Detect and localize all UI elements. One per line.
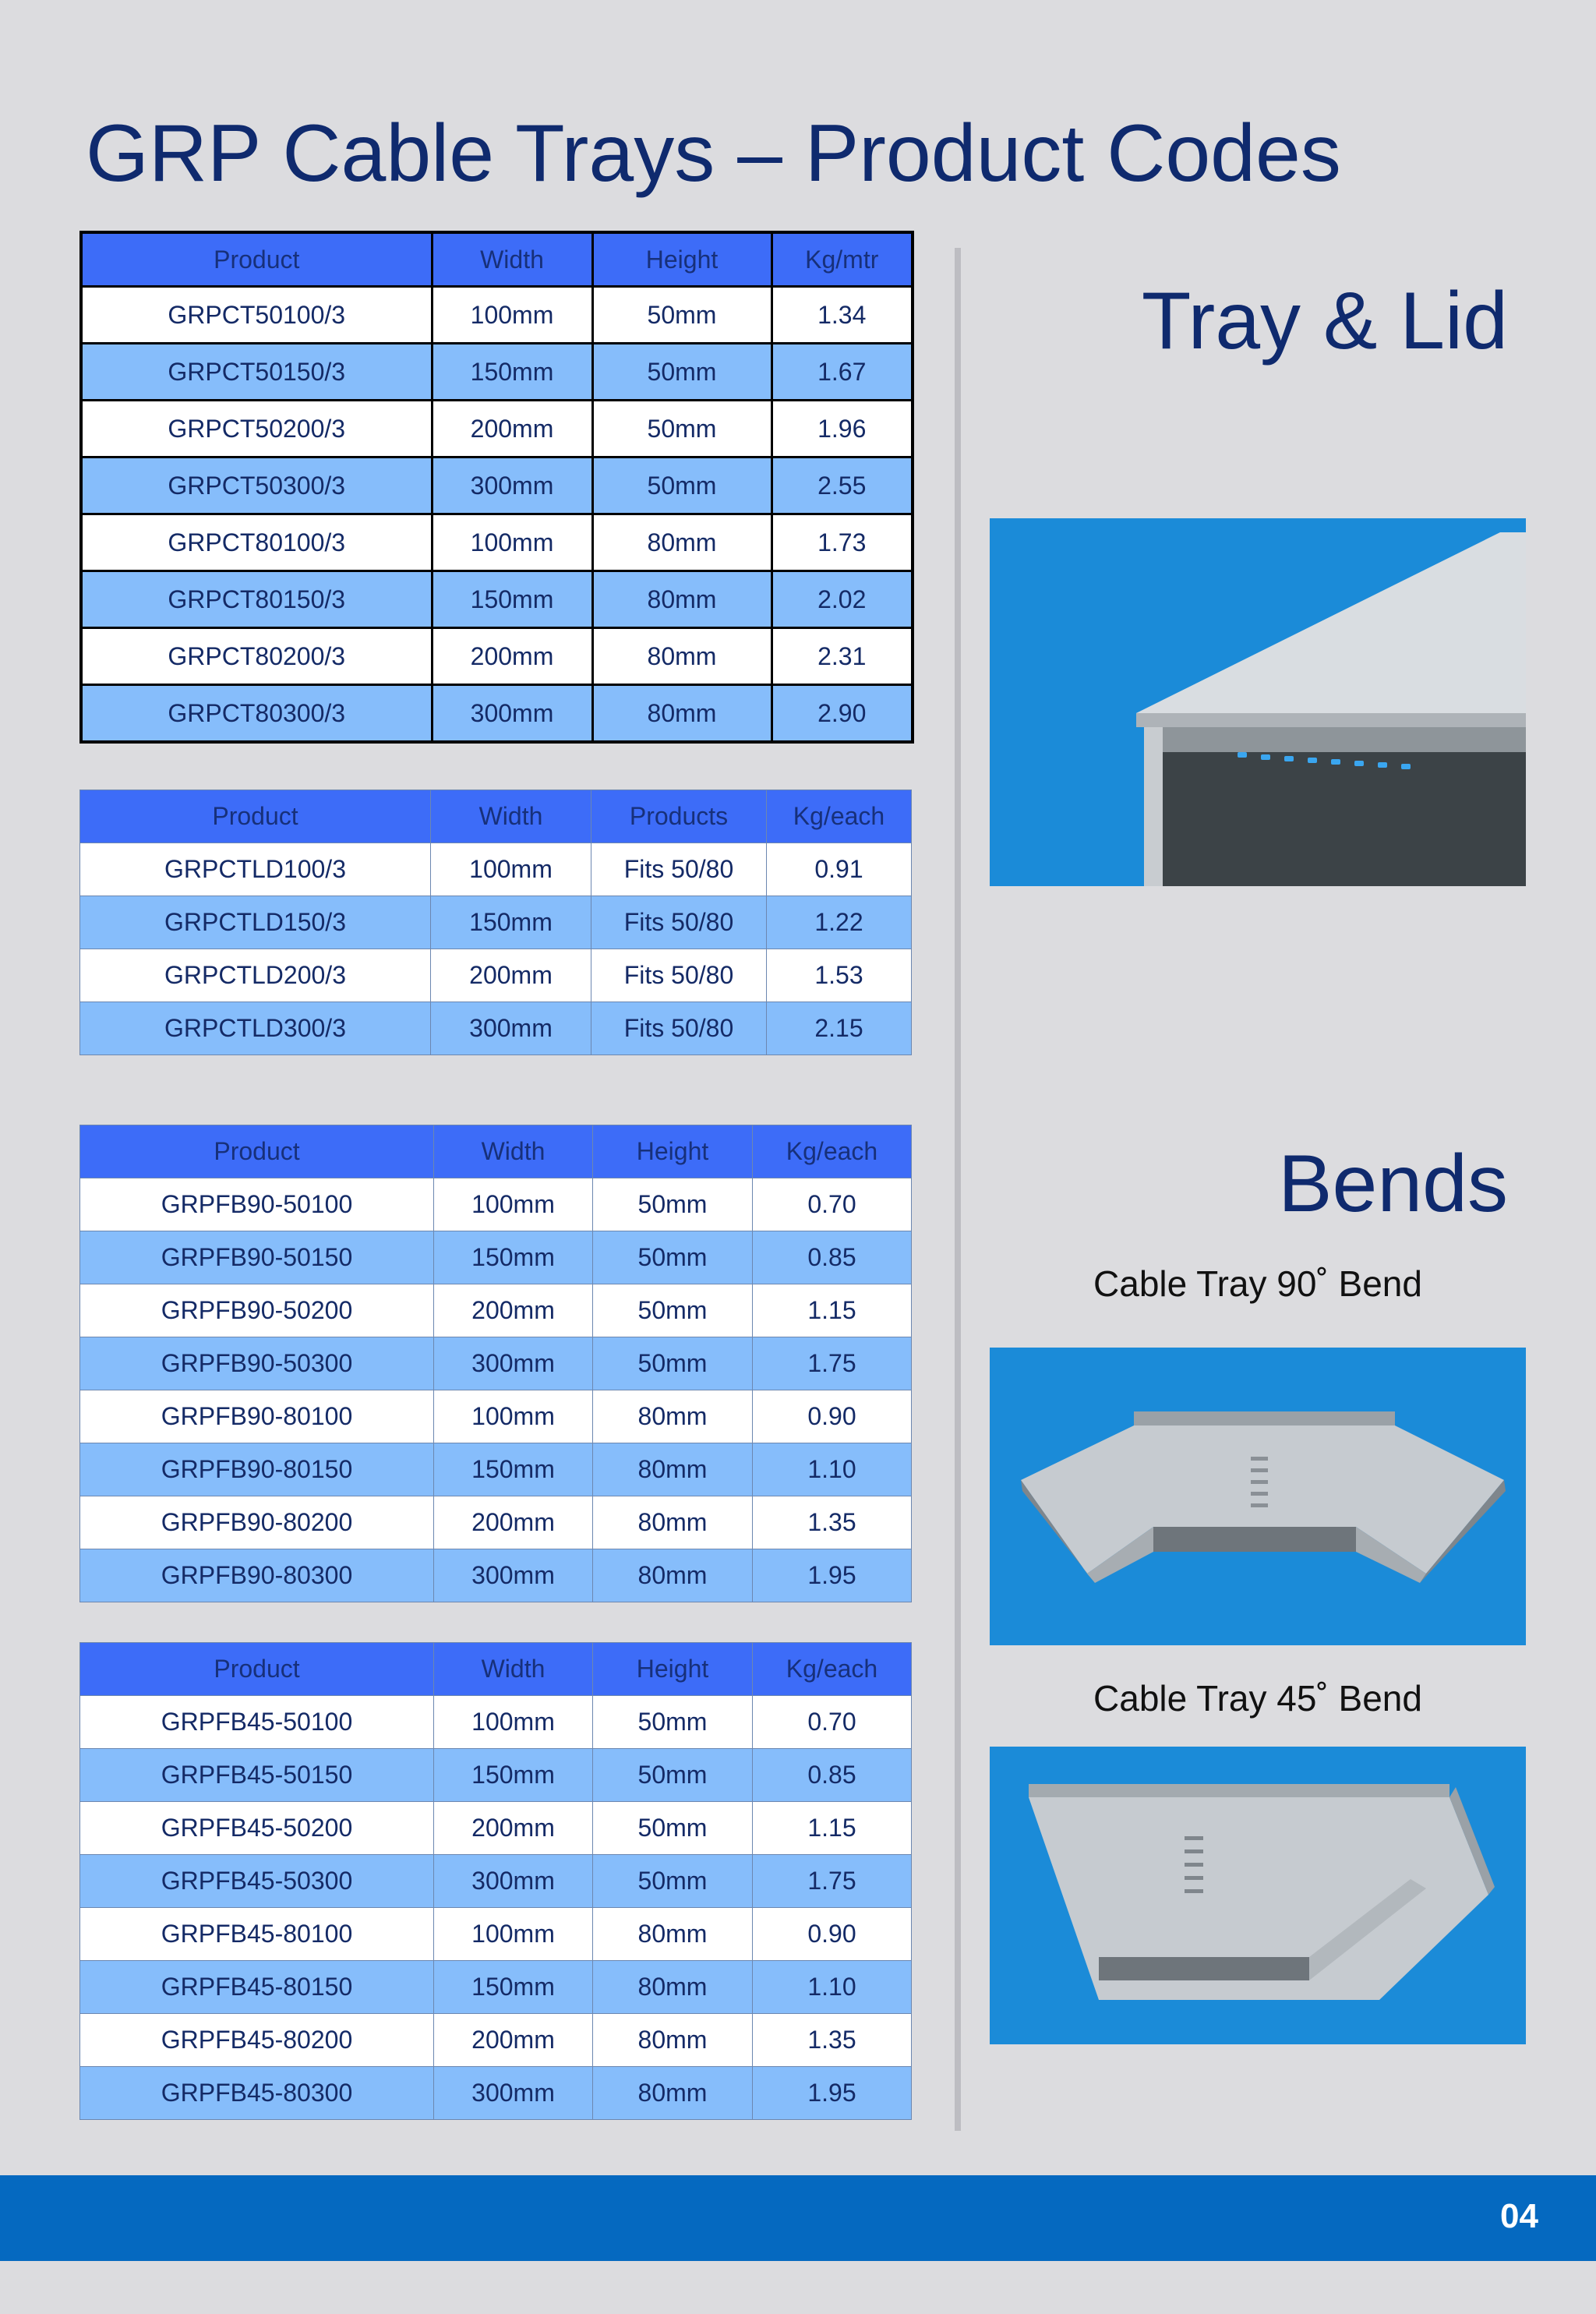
table-cell: GRPFB90-50100 [80, 1178, 434, 1231]
table-row [81, 685, 913, 743]
table-row [80, 1908, 912, 1961]
table-cell: 2.55 [772, 458, 913, 514]
table-cell: GRPFB45-80200 [80, 2014, 434, 2067]
column-header: Height [593, 1125, 753, 1178]
column-header: Width [434, 1125, 593, 1178]
column-header: Width [434, 1643, 593, 1696]
table-cell: 1.35 [753, 1496, 912, 1549]
table-cell: 80mm [592, 514, 772, 571]
table-cell: 0.91 [767, 843, 912, 896]
section-heading-tray-lid: Tray & Lid [1141, 276, 1508, 366]
table-cell: Fits 50/80 [591, 1002, 767, 1055]
column-header: Width [431, 790, 591, 843]
table-cell: 200mm [434, 2014, 593, 2067]
table-cell: GRPFB90-50150 [80, 1231, 434, 1284]
table-cell: GRPFB45-80150 [80, 1961, 434, 2014]
table-row [80, 1443, 912, 1496]
table-cell: 80mm [592, 685, 772, 743]
column-header: Product [80, 1643, 434, 1696]
table-cell: 80mm [593, 1961, 753, 2014]
table-cell: 50mm [593, 1178, 753, 1231]
column-header: Width [432, 232, 592, 287]
table-cell: 200mm [432, 401, 592, 458]
table-row [80, 1549, 912, 1602]
cable-tray-illustration [990, 518, 1526, 886]
table-row [80, 2014, 912, 2067]
table-cell: 1.67 [772, 344, 913, 401]
bend-90-photo [990, 1348, 1526, 1645]
tray-product-table [79, 231, 914, 744]
column-header: Product [81, 232, 432, 287]
table-cell: GRPFB90-50300 [80, 1337, 434, 1390]
table-row [80, 1002, 912, 1055]
table-row [80, 896, 912, 949]
column-header: Kg/each [767, 790, 912, 843]
table-row [80, 1390, 912, 1443]
table-cell: 100mm [434, 1178, 593, 1231]
table-cell: 50mm [592, 344, 772, 401]
table-row [80, 1496, 912, 1549]
table-header-row [81, 232, 913, 287]
column-header: Kg/each [753, 1643, 912, 1696]
table-cell: 80mm [593, 1390, 753, 1443]
table-cell: 80mm [592, 628, 772, 685]
table-cell: 150mm [432, 344, 592, 401]
table-cell: 100mm [434, 1390, 593, 1443]
table-cell: Fits 50/80 [591, 843, 767, 896]
table-cell: 1.10 [753, 1443, 912, 1496]
bend-90-illustration [990, 1348, 1526, 1645]
table-row [80, 1284, 912, 1337]
table-cell: GRPFB45-50150 [80, 1749, 434, 1802]
column-divider [955, 248, 961, 2131]
table-cell: GRPFB45-50100 [80, 1696, 434, 1749]
table-header-row [80, 790, 912, 843]
table-cell: 1.34 [772, 287, 913, 344]
table-cell: 150mm [434, 1749, 593, 1802]
table-cell: GRPFB90-80200 [80, 1496, 434, 1549]
table-cell: GRPFB90-50200 [80, 1284, 434, 1337]
table-row [80, 1855, 912, 1908]
table-cell: GRPCT80150/3 [81, 571, 432, 628]
column-header: Product [80, 1125, 434, 1178]
table-cell: 300mm [431, 1002, 591, 1055]
table-cell: 100mm [432, 514, 592, 571]
table-cell: 1.35 [753, 2014, 912, 2067]
table-cell: 150mm [432, 571, 592, 628]
table-row [81, 571, 913, 628]
table-cell: 1.53 [767, 949, 912, 1002]
table-cell: 300mm [432, 685, 592, 743]
table-row [80, 949, 912, 1002]
table-cell: 80mm [593, 1443, 753, 1496]
table-cell: 1.95 [753, 1549, 912, 1602]
table-header-row [80, 1125, 912, 1178]
table-cell: 200mm [431, 949, 591, 1002]
table-cell: GRPCT80200/3 [81, 628, 432, 685]
table-cell: 0.90 [753, 1390, 912, 1443]
table-cell: 300mm [432, 458, 592, 514]
table-cell: 2.02 [772, 571, 913, 628]
tray-lid-photo [990, 518, 1526, 886]
table-cell: 50mm [593, 1284, 753, 1337]
table-row [81, 628, 913, 685]
table-cell: Fits 50/80 [591, 896, 767, 949]
table-row [80, 843, 912, 896]
table-cell: 80mm [592, 571, 772, 628]
table-cell: 50mm [593, 1337, 753, 1390]
table-cell: 80mm [593, 2014, 753, 2067]
table-cell: 80mm [593, 1908, 753, 1961]
table-cell: 50mm [592, 401, 772, 458]
table-row [81, 401, 913, 458]
table-row [80, 1178, 912, 1231]
table-cell: 300mm [434, 1549, 593, 1602]
table-row [80, 1802, 912, 1855]
table-cell: 0.70 [753, 1178, 912, 1231]
page-title: GRP Cable Trays – Product Codes [86, 108, 1341, 199]
table-cell: 150mm [434, 1443, 593, 1496]
table-cell: GRPCT80300/3 [81, 685, 432, 743]
table-cell: 300mm [434, 2067, 593, 2120]
table-cell: 200mm [434, 1802, 593, 1855]
table-cell: 150mm [431, 896, 591, 949]
table-cell: 80mm [593, 1549, 753, 1602]
table-cell: 0.70 [753, 1696, 912, 1749]
table-cell: 100mm [434, 1696, 593, 1749]
table-cell: GRPCTLD100/3 [80, 843, 431, 896]
table-cell: GRPFB90-80100 [80, 1390, 434, 1443]
table-cell: 200mm [434, 1496, 593, 1549]
bend-45-photo [990, 1747, 1526, 2044]
table-cell: 1.15 [753, 1802, 912, 1855]
table-cell: 0.85 [753, 1231, 912, 1284]
table-cell: 50mm [593, 1749, 753, 1802]
table-cell: 1.22 [767, 896, 912, 949]
table-cell: GRPCT50150/3 [81, 344, 432, 401]
table-cell: 1.10 [753, 1961, 912, 2014]
table-cell: 100mm [432, 287, 592, 344]
table-cell: 50mm [592, 458, 772, 514]
table-row [80, 1696, 912, 1749]
table-cell: 100mm [434, 1908, 593, 1961]
table-row [81, 514, 913, 571]
table-cell: 50mm [593, 1802, 753, 1855]
table-cell: 2.90 [772, 685, 913, 743]
section-heading-bends: Bends [1278, 1139, 1508, 1229]
table-cell: 150mm [434, 1231, 593, 1284]
table-cell: 2.15 [767, 1002, 912, 1055]
table-cell: 0.90 [753, 1908, 912, 1961]
caption-45-bend: Cable Tray 45˚ Bend [1093, 1678, 1422, 1719]
column-header: Product [80, 790, 431, 843]
table-cell: GRPFB90-80300 [80, 1549, 434, 1602]
table-cell: 1.75 [753, 1855, 912, 1908]
table-header-row [80, 1643, 912, 1696]
table-cell: 50mm [593, 1696, 753, 1749]
footer-bar [0, 2175, 1596, 2261]
table-cell: 300mm [434, 1855, 593, 1908]
table-cell: GRPCT80100/3 [81, 514, 432, 571]
table-cell: 1.75 [753, 1337, 912, 1390]
bend45-product-table [79, 1642, 912, 2120]
table-cell: 80mm [593, 2067, 753, 2120]
table-cell: 1.95 [753, 2067, 912, 2120]
table-cell: GRPFB90-80150 [80, 1443, 434, 1496]
table-cell: GRPFB45-50300 [80, 1855, 434, 1908]
column-header: Height [592, 232, 772, 287]
table-cell: GRPFB45-50200 [80, 1802, 434, 1855]
table-row [80, 1337, 912, 1390]
column-header: Kg/mtr [772, 232, 913, 287]
bend90-product-table [79, 1125, 912, 1602]
table-cell: Fits 50/80 [591, 949, 767, 1002]
table-cell: GRPCTLD300/3 [80, 1002, 431, 1055]
column-header: Height [593, 1643, 753, 1696]
page-number: 04 [1500, 2197, 1538, 2235]
caption-90-bend: Cable Tray 90˚ Bend [1093, 1263, 1422, 1304]
table-cell: 150mm [434, 1961, 593, 2014]
table-cell: 50mm [593, 1855, 753, 1908]
table-cell: GRPCTLD150/3 [80, 896, 431, 949]
table-cell: 1.96 [772, 401, 913, 458]
table-row [80, 1749, 912, 1802]
table-cell: 50mm [593, 1231, 753, 1284]
table-row [81, 458, 913, 514]
table-row [80, 1961, 912, 2014]
column-header: Products [591, 790, 767, 843]
table-cell: 100mm [431, 843, 591, 896]
table-cell: GRPCT50200/3 [81, 401, 432, 458]
table-cell: 2.31 [772, 628, 913, 685]
column-header: Kg/each [753, 1125, 912, 1178]
table-row [81, 344, 913, 401]
table-cell: GRPFB45-80100 [80, 1908, 434, 1961]
table-cell: GRPFB45-80300 [80, 2067, 434, 2120]
table-cell: 200mm [432, 628, 592, 685]
table-cell: GRPCT50300/3 [81, 458, 432, 514]
table-cell: GRPCTLD200/3 [80, 949, 431, 1002]
table-cell: 300mm [434, 1337, 593, 1390]
table-row [80, 2067, 912, 2120]
table-row [80, 1231, 912, 1284]
table-row [81, 287, 913, 344]
table-cell: 200mm [434, 1284, 593, 1337]
table-cell: 50mm [592, 287, 772, 344]
lid-product-table [79, 790, 912, 1055]
table-cell: 80mm [593, 1496, 753, 1549]
table-cell: 1.73 [772, 514, 913, 571]
table-cell: GRPCT50100/3 [81, 287, 432, 344]
table-cell: 1.15 [753, 1284, 912, 1337]
table-cell: 0.85 [753, 1749, 912, 1802]
bend-45-illustration [990, 1747, 1526, 2044]
